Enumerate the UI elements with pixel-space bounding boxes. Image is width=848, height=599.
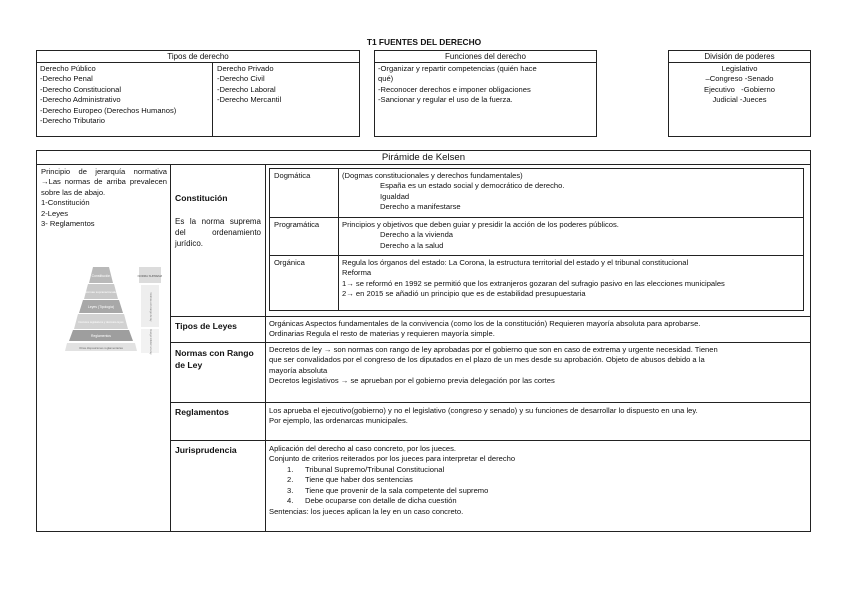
pyramid-text: Constitución bbox=[91, 274, 111, 278]
list-text: Tiene que haber dos sentencias bbox=[305, 475, 413, 485]
constitucion-desc: Es la norma suprema del ordenamiento jurídico. bbox=[175, 217, 261, 249]
reglamentos-content bbox=[269, 406, 698, 427]
text-line: Reforma bbox=[342, 268, 372, 278]
list-item: 1-Constitución bbox=[41, 198, 90, 208]
side-label: Rango inferior a la ley bbox=[149, 329, 152, 355]
organica-label: Orgánica bbox=[274, 258, 305, 267]
text-line: Los aprueba el ejecutivo(gobierno) y no el legislativo (congreso y senado) y su funciones de desarrollar lo dispuesto en una ley. bbox=[269, 406, 698, 415]
list-item: Derecho Público bbox=[40, 64, 96, 73]
text-line: Regula los órganos del estado: La Corona, la estructura territorial del estado y el tribunal constitucional bbox=[342, 258, 689, 267]
list-item: -Reconocer derechos e imponer obligaciones bbox=[378, 84, 531, 94]
division-poderes-box bbox=[668, 50, 811, 137]
organica-content bbox=[342, 258, 725, 300]
row-divider bbox=[170, 316, 810, 317]
list-item bbox=[269, 496, 515, 506]
text-line: Por ejemplo, las ordenarcas municipales. bbox=[269, 416, 408, 426]
pyramid-text: Reglamentos bbox=[91, 334, 111, 338]
row-divider bbox=[170, 402, 810, 403]
list-number: 1. bbox=[287, 464, 294, 474]
constitucion-label: Constitución bbox=[175, 193, 228, 203]
funciones-derecho-header: Funciones del derecho bbox=[375, 51, 596, 63]
list-text: Tribunal Supremo/Tribunal Constitucional bbox=[305, 464, 445, 474]
text-line: Aplicación del derecho al caso concreto, por los jueces. bbox=[269, 444, 456, 453]
list-number: 4. bbox=[287, 496, 294, 506]
list-item: Derecho Privado bbox=[217, 64, 274, 73]
list-item bbox=[269, 475, 515, 485]
tipos-derecho-box bbox=[36, 50, 360, 137]
reglamentos-label: Reglamentos bbox=[175, 407, 229, 417]
kelsen-divider-left bbox=[170, 164, 171, 531]
text-line: que ser convalidados por el congreso de los diputados en el plazo de un mes desde su aprobación. Objeto de abusos debido a la bbox=[269, 355, 705, 365]
pyramid-text: Normas supranacionales bbox=[84, 290, 118, 294]
pyramid-text: Decretos legislativos y decretos-leyes bbox=[78, 321, 124, 324]
list-item: 3- Reglamentos bbox=[41, 219, 95, 229]
text-line: Igualdad bbox=[380, 191, 410, 201]
text-line: Decretos de ley → son normas con rango de ley aprobadas por el gobierno que son en caso de extrema y urgente necesidad. Tienen bbox=[269, 345, 718, 354]
text-line: Ordinarias Regula el resto de materias y requieren mayoría simple. bbox=[269, 329, 495, 339]
funciones-list bbox=[378, 64, 537, 106]
pyramid-text: Otras disposiciones reglamentarias bbox=[79, 346, 123, 350]
text-line: Decretos legislativos → se aprueban por el gobierno previa delegación por las cortes bbox=[269, 376, 555, 386]
list-item: Judicial -Jueces bbox=[712, 95, 767, 105]
principio-text: Principio de jerarquía normativa →Las normas de arriba prevalecen sobre las de abajo. bbox=[41, 167, 167, 197]
derecho-privado-list bbox=[217, 64, 281, 106]
tipos-divider bbox=[212, 62, 213, 137]
list-item: -Derecho Tributario bbox=[40, 116, 105, 126]
text-line: Principios y objetivos que deben guiar y presidir la acción de los poderes públicos. bbox=[342, 220, 619, 229]
text-line: mayoría absoluta bbox=[269, 365, 328, 375]
kelsen-header: Pirámide de Kelsen bbox=[37, 151, 810, 165]
text-line: Orgánicas Aspectos fundamentales de la convivencia (como los de la constitución) Requieren mayoría absoluta para aprobarse. bbox=[269, 319, 701, 328]
text-line: España es un estado social y democrático de derecho. bbox=[380, 181, 565, 191]
kelsen-table bbox=[36, 150, 811, 532]
normas-rango-label: Normas con Rango de Ley bbox=[175, 348, 254, 371]
list-item: –Congreso -Senado bbox=[705, 74, 774, 84]
list-item bbox=[269, 465, 515, 475]
list-item: -Sancionar y regular el uso de la fuerza. bbox=[378, 95, 513, 105]
text-line: 1→ se reformó en 1992 se permitió que los extranjeros gozaran del sufragio pasivo en las elecciones municipales bbox=[342, 278, 725, 288]
list-item: Legislativo bbox=[721, 64, 758, 73]
derecho-publico-list bbox=[40, 64, 176, 127]
constitucion-subtable bbox=[269, 168, 804, 311]
dogmatica-content bbox=[342, 171, 564, 213]
text-line: Derecho a manifestarse bbox=[380, 202, 461, 212]
list-item: -Derecho Mercantil bbox=[217, 95, 282, 105]
programatica-label: Programática bbox=[274, 220, 320, 229]
tipos-derecho-header: Tipos de derecho bbox=[37, 51, 359, 63]
pyramid-text: Leyes (Tipología) bbox=[87, 305, 115, 309]
list-item bbox=[269, 486, 515, 496]
tipos-leyes-label: Tipos de Leyes bbox=[175, 321, 237, 331]
programatica-content bbox=[342, 220, 619, 251]
list-item: -Derecho Laboral bbox=[217, 84, 276, 94]
text-line: Conjunto de criterios reiterados por los jueces para interpretar el derecho bbox=[269, 454, 516, 464]
subtable-row-divider bbox=[270, 217, 803, 218]
list-item: -Derecho Penal bbox=[40, 74, 93, 84]
list-item: -Derecho Constitucional bbox=[40, 84, 122, 94]
dogmatica-label: Dogmática bbox=[274, 171, 311, 180]
jurisprudencia-content bbox=[269, 444, 515, 517]
subtable-divider bbox=[338, 169, 339, 310]
text-line: Derecho a la vivienda bbox=[380, 230, 454, 240]
division-list bbox=[669, 64, 810, 106]
list-item: -Derecho Civil bbox=[217, 74, 265, 84]
tipos-leyes-content bbox=[269, 319, 700, 340]
subtable-row-divider bbox=[270, 255, 803, 256]
row-divider bbox=[170, 440, 810, 441]
text-line: Sentencias: los jueces aplican la ley en un caso concreto. bbox=[269, 506, 464, 516]
row-divider bbox=[170, 342, 810, 343]
normas-rango-content bbox=[269, 345, 718, 387]
text-line: Derecho a la salud bbox=[380, 240, 444, 250]
kelsen-divider-mid bbox=[265, 164, 266, 531]
list-item: -Derecho Europeo (Derechos Humanos) bbox=[40, 105, 177, 115]
list-number: 2. bbox=[287, 475, 294, 485]
list-text: Debe ocuparse con detalle de dicha cuestión bbox=[305, 496, 457, 506]
page-title: T1 FUENTES DEL DERECHO bbox=[366, 37, 482, 47]
pyramid-graphic bbox=[57, 263, 162, 359]
kelsen-pyramid-image bbox=[57, 263, 162, 359]
side-label: Normas con rango de ley bbox=[149, 292, 152, 322]
list-item: qué) bbox=[378, 74, 394, 84]
funciones-derecho-box bbox=[374, 50, 597, 137]
list-item: Ejecutivo -Gobierno bbox=[704, 84, 775, 94]
list-text: Tiene que provenir de la sala competente del supremo bbox=[305, 485, 489, 495]
side-label: NORMA SUPREMA bbox=[137, 274, 162, 278]
list-item: 2-Leyes bbox=[41, 208, 69, 218]
principio-jerarquia bbox=[41, 167, 167, 230]
division-poderes-header: División de poderes bbox=[669, 51, 810, 63]
list-number: 3. bbox=[287, 485, 294, 495]
list-item: -Organizar y repartir competencias (quién hace bbox=[378, 64, 537, 73]
jurisprudencia-label: Jurisprudencia bbox=[175, 445, 237, 455]
text-line: (Dogmas constitucionales y derechos fundamentales) bbox=[342, 171, 523, 180]
text-line: 2→ en 2015 se añadió un principio que es de estabilidad presupuestaria bbox=[342, 289, 586, 299]
list-item: -Derecho Administrativo bbox=[40, 95, 121, 105]
